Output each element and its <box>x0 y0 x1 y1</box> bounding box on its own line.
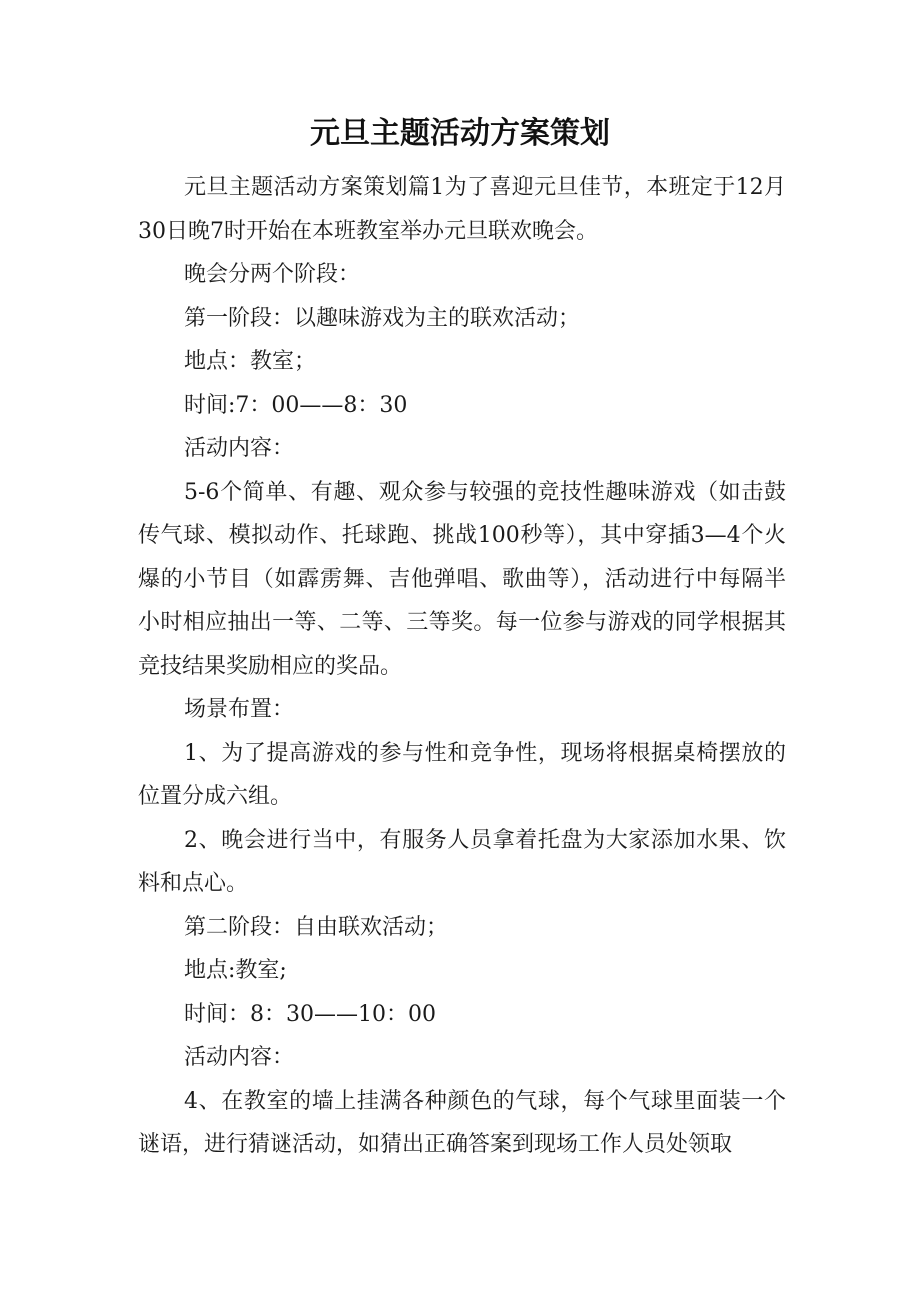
paragraph-content-label-one: 活动内容： <box>184 436 295 461</box>
paragraph-time-one: 时间:7：00——8：30 <box>184 392 408 418</box>
paragraph-scene-label: 场景布置： <box>184 697 295 722</box>
paragraph-stages: 晚会分两个阶段： <box>184 262 361 287</box>
paragraph-time-two: 时间：8：30——10：00 <box>184 1001 436 1027</box>
paragraph-scene-two: 2、晚会进行当中，有服务人员拿着托盘为大家添加水果、饮料和点心。 <box>138 827 786 896</box>
paragraph-location-two: 地点:教室; <box>184 958 287 983</box>
paragraph-games: 5-6个简单、有趣、观众参与较强的竞技性趣味游戏（如击鼓传气球、模拟动作、托球跑、挑战100秒等），其中穿插3—4个火爆的小节目（如霹雳舞、吉他弹唱、歌曲等），活动进行中每隔半小时相应抽出一等、二等、三等奖。每一位参与游戏的同学根据其竞技结果奖励相应的奖品。 <box>138 479 786 679</box>
paragraph-stage-one: 第一阶段：以趣味游戏为主的联欢活动； <box>184 305 581 331</box>
paragraph-content-label-two: 活动内容： <box>184 1045 295 1070</box>
paragraph-scene-one: 1、为了提高游戏的参与性和竞争性，现场将根据桌椅摆放的位置分成六组。 <box>138 740 786 809</box>
paragraph-location-one: 地点：教室； <box>184 349 317 374</box>
paragraph-riddles: 4、在教室的墙上挂满各种颜色的气球，每个气球里面装一个谜语，进行猜谜活动，如猜出正确答案到现场工作人员处领取 <box>138 1088 786 1157</box>
document-title: 元旦主题活动方案策划 <box>310 116 610 151</box>
paragraph-intro: 元旦主题活动方案策划篇1为了喜迎元旦佳节，本班定于12月30日晚7时开始在本班教室举办元旦联欢晚会。 <box>138 175 786 244</box>
paragraph-stage-two: 第二阶段：自由联欢活动； <box>184 914 449 940</box>
document-body <box>138 166 786 1167</box>
